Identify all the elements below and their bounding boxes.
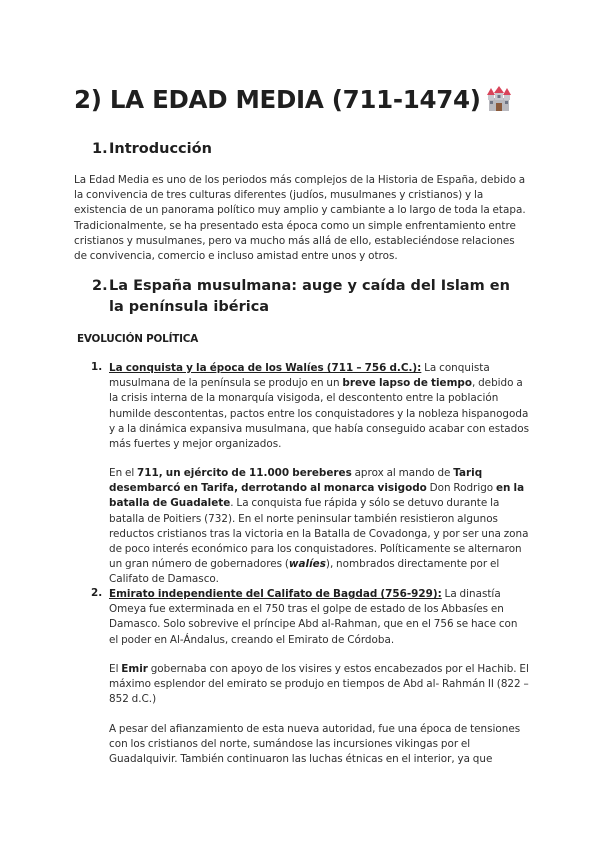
page-title bbox=[74, 85, 511, 118]
bold-run: Tariq desembarcó en Tarifa, derrotando al monarca visigodo bbox=[109, 467, 483, 495]
list-item-conquista-p1 bbox=[109, 361, 529, 452]
bold-run: 711, un ejército de 11.000 bereberes bbox=[137, 467, 352, 479]
italic-bold-run: walíes bbox=[288, 558, 326, 571]
text-run: . La conquista fue rápida y sólo se detuvo durante la batalla de Poitiers (732). En el norte peninsular también resistieron algunos reductos cristianos tras la victoria en la Batalla de Covadonga, y por ser una zona de poco interés económico para los conquistadores. Políticamente se alternaron un gran número de gobernadores ( bbox=[109, 497, 529, 571]
section-number: 2. bbox=[92, 278, 108, 294]
section-title: Introducción bbox=[109, 141, 212, 157]
list-item-emirato-p1 bbox=[109, 587, 529, 648]
text-run: aprox al mando de bbox=[351, 467, 454, 479]
bold-run: Emir bbox=[121, 663, 148, 675]
list-item-conquista-p2 bbox=[109, 466, 529, 588]
list-item-emirato-p3: A pesar del afianzamiento de esta nueva autoridad, fue una época de tensiones con los cristianos del norte, sumándose las incursiones vikingas por el Guadalquivir. También continuaron las luchas étnicas en el interior, ya que bbox=[109, 723, 521, 766]
bold-run: en la batalla de Guadalete bbox=[109, 482, 525, 510]
text-run: gobernaba con apoyo de los visires y estos encabezados por el Hachib. El máximo esplendor del emirato se produjo en tiempos de Abd al- Rahmán II (822 – 852 d.C.) bbox=[109, 663, 529, 706]
list-number: 2. bbox=[91, 587, 103, 599]
text-run: La dinastía Omeya fue exterminada en el 750 tras el golpe de estado de los Abbasíes en Damasco. Solo sobrevive el príncipe Abd al-Rahman, que en el 756 se hace con el poder en Al-Ándalus, creando el Emirato de Córdoba. bbox=[109, 588, 518, 646]
subheading-evolucion-politica: EVOLUCIÓN POLÍTICA bbox=[77, 333, 199, 345]
text-run: La conquista musulmana de la península se produjo en un bbox=[109, 362, 490, 390]
list-item-title: Emirato independiente del Califato de Bagdad (756-929): bbox=[109, 588, 442, 600]
section-title: La España musulmana: auge y caída del Islam en la península ibérica bbox=[109, 278, 510, 315]
text-run: En el bbox=[109, 467, 138, 479]
text-run: El bbox=[109, 663, 122, 675]
list-item-emirato-p2 bbox=[109, 662, 529, 708]
castle-icon bbox=[487, 86, 511, 118]
text-run: Don Rodrigo bbox=[426, 482, 496, 495]
list-item-title: La conquista y la época de los Walíes (711 – 756 d.C.): bbox=[109, 362, 422, 374]
intro-paragraph: La Edad Media es uno de los periodos más complejos de la Historia de España, debido a la convivencia de tres culturas diferentes (judíos, musulmanes y cristianos) y la existencia de un panorama político muy amplio y cambiante a lo largo de toda la etapa. Tradicionalmente, se ha presentado esta época como un simple enfrentamiento entre cristianos y musulmanes, pero va mucho más allá de ello, estableciéndose relaciones de convivencia, comercio e incluso amistad entre unos y otros. bbox=[74, 174, 526, 263]
list-number: 1. bbox=[91, 361, 103, 373]
section-number: 1. bbox=[92, 141, 108, 157]
bold-run: breve lapso de tiempo bbox=[342, 377, 472, 390]
text-run: , debido a la crisis interna de la monarquía visigoda, el descontento entre la población humilde descontentas, pactos entre los conquistadores y la nobleza hispanogoda y a la dinámica expansiva musulmana, que había conseguido acabar con estados más fuertes y mejor organizados. bbox=[109, 377, 529, 451]
text-run: ), nombrados directamente por el Califato de Damasco. bbox=[109, 558, 500, 586]
page-title-text: 2) LA EDAD MEDIA (711-1474) bbox=[74, 85, 481, 114]
